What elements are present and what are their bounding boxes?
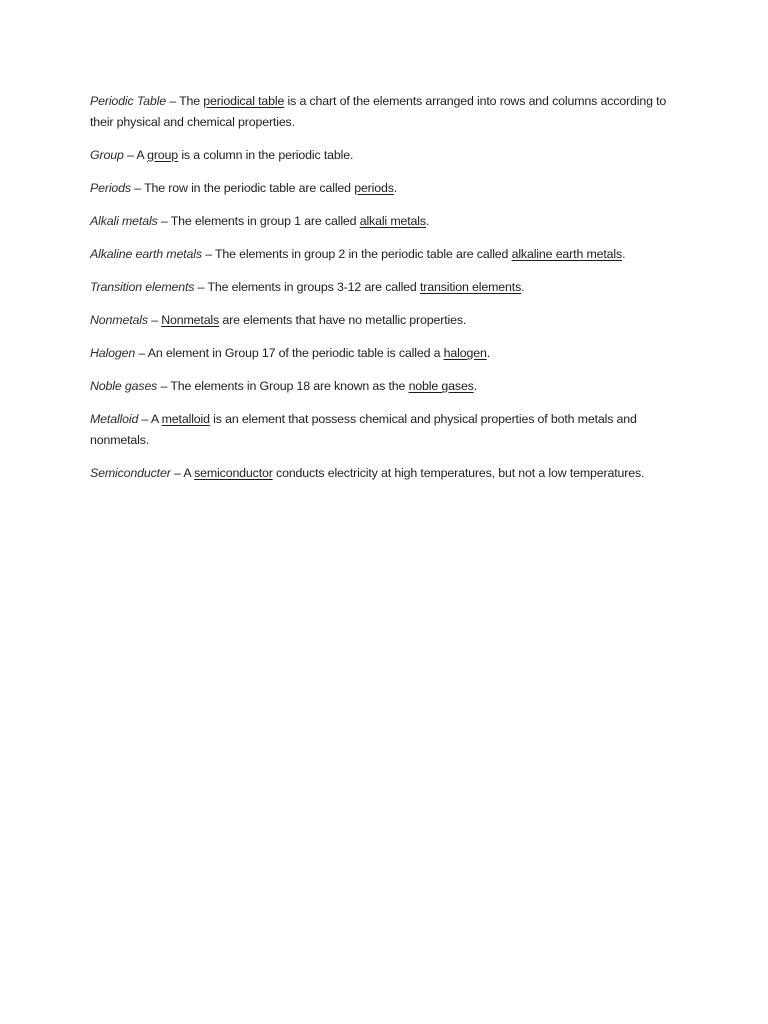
entry-separator: – [157, 214, 171, 228]
glossary-entry-noble-gases [90, 376, 680, 397]
glossary-entry-semiconductor [90, 463, 680, 484]
entry-key-term: Nonmetals [161, 313, 220, 327]
entry-term: Noble gases [90, 379, 158, 393]
entry-text-before: The elements in group 2 in the periodic table are called [214, 247, 512, 261]
entry-text-after: are elements that have no metallic properties. [219, 313, 467, 327]
entry-key-term: semiconductor [194, 466, 273, 480]
glossary-entry-periods [90, 178, 680, 199]
entry-text-before: A [150, 412, 162, 426]
entry-separator: – [170, 466, 184, 480]
glossary-entry-periodic-table [90, 91, 680, 133]
entry-separator: – [194, 280, 208, 294]
entry-text-before: A [183, 466, 195, 480]
entry-text-after: conducts electricity at high temperatures, but not a low temperatures. [272, 466, 645, 480]
entry-separator: – [165, 94, 180, 108]
entry-text-before: The elements in groups 3-12 are called [207, 280, 420, 294]
entry-text-before: An element in Group 17 of the periodic table is called a [147, 346, 444, 360]
glossary-page [90, 91, 680, 496]
entry-text-after: . [473, 379, 478, 393]
entry-term: Group [90, 148, 124, 162]
glossary-entry-alkaline-earth-metals [90, 244, 680, 265]
entry-separator: – [157, 379, 171, 393]
glossary-entry-metalloid [90, 409, 680, 451]
entry-separator: – [147, 313, 162, 327]
entry-key-term: alkali metals [359, 214, 426, 228]
glossary-entry-alkali-metals [90, 211, 680, 232]
entry-term: Periodic Table [90, 94, 166, 108]
entry-separator: – [135, 346, 148, 360]
entry-text-before: The row in the periodic table are called [144, 181, 355, 195]
entry-key-term: periodical table [203, 94, 285, 108]
entry-separator: – [123, 148, 137, 162]
entry-text-after: . [393, 181, 398, 195]
entry-term: Halogen [90, 346, 136, 360]
entry-separator: – [138, 412, 151, 426]
entry-term: Alkali metals [90, 214, 158, 228]
entry-term: Metalloid [90, 412, 139, 426]
glossary-entry-nonmetals [90, 310, 680, 331]
entry-text-after: is a column in the periodic table. [178, 148, 354, 162]
entry-text-after: is an element that possess chemical and physical properties of both metals and nonmetals. [90, 412, 637, 447]
entry-key-term: halogen [443, 346, 487, 360]
entry-text-before: The [179, 94, 204, 108]
entry-term: Nonmetals [90, 313, 148, 327]
entry-term: Periods [90, 181, 131, 195]
entry-text-after: is a chart of the elements arranged into rows and columns according to their physical and chemical properties. [90, 94, 667, 129]
entry-key-term: noble gases [408, 379, 474, 393]
entry-separator: – [130, 181, 145, 195]
entry-text-after: . [486, 346, 491, 360]
entry-term: Alkaline earth metals [90, 247, 202, 261]
entry-text-before: The elements in group 1 are called [170, 214, 360, 228]
glossary-entry-transition-elements [90, 277, 680, 298]
entry-key-term: metalloid [161, 412, 210, 426]
entry-term: Transition elements [90, 280, 195, 294]
entry-key-term: group [147, 148, 179, 162]
entry-key-term: alkaline earth metals [511, 247, 623, 261]
entry-separator: – [201, 247, 215, 261]
glossary-entry-group [90, 145, 680, 166]
entry-key-term: transition elements [419, 280, 522, 294]
entry-term: Semiconducter [90, 466, 171, 480]
entry-text-before: The elements in Group 18 are known as the [170, 379, 409, 393]
glossary-entry-halogen [90, 343, 680, 364]
entry-text-before: A [136, 148, 148, 162]
entry-text-after: . [622, 247, 626, 261]
entry-key-term: periods [354, 181, 394, 195]
entry-text-after: . [425, 214, 430, 228]
entry-text-after: . [521, 280, 525, 294]
